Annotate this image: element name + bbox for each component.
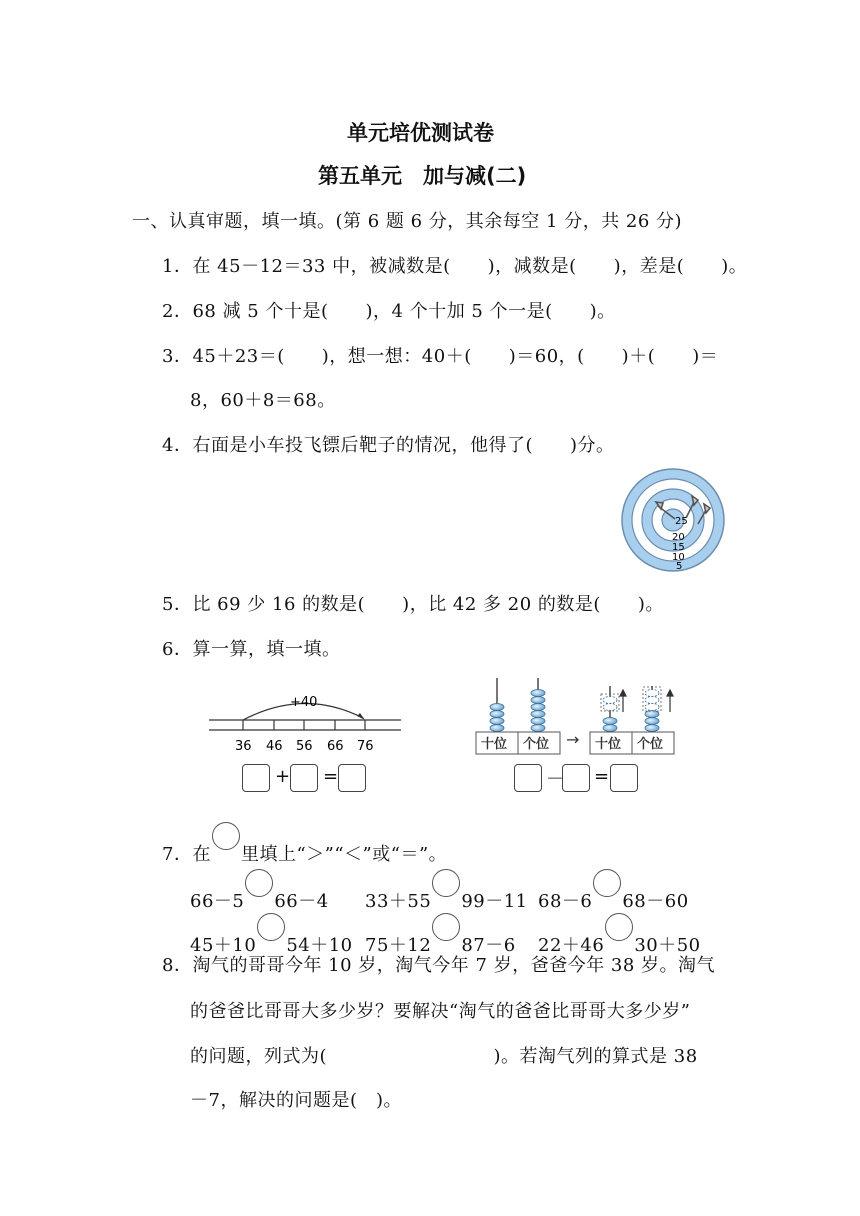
compare-item	[190, 869, 329, 913]
compare-left: 68－6	[538, 891, 593, 912]
question-8-line2: 的爸爸比哥哥大多少岁？要解决“淘气的爸爸比哥哥大多少岁”	[190, 1001, 691, 1022]
compare-right: 68－60	[622, 891, 689, 912]
question-7-suffix: 里填上“＞”“＜”或“＝”。	[240, 844, 448, 865]
question-2: 2．68 减 5 个十是( )，4 个十加 5 个一是( )。	[162, 301, 616, 322]
question-8-line3: 的问题，列式为( )。若淘气列的算式是 38	[190, 1046, 698, 1067]
ring-label-20: 20	[672, 532, 685, 543]
question-8-line1: 8．淘气的哥哥今年 10 岁，淘气今年 7 岁，爸爸今年 38 岁。淘气	[162, 955, 716, 976]
section-heading: 一、认真审题，填一填。(第 6 题 6 分，其余每空 1 分，共 26 分)	[132, 211, 683, 232]
jump-label: +40	[290, 695, 318, 710]
compare-circle-icon	[212, 822, 240, 850]
compare-circle[interactable]	[593, 869, 621, 897]
compare-item	[365, 869, 528, 913]
answer-box[interactable]	[514, 764, 542, 792]
place-label-tens: 十位	[481, 737, 508, 752]
question-7-prefix: 7．在	[162, 844, 211, 865]
ring-label-5: 5	[676, 561, 683, 572]
question-4: 4．右面是小车投飞镖后靶子的情况，他得了( )分。	[162, 435, 615, 456]
compare-item	[538, 869, 689, 913]
compare-right: 30＋50	[634, 935, 701, 956]
arrow-head-icon	[357, 713, 365, 720]
ring-label-25: 25	[675, 516, 688, 527]
abacus-figure	[470, 672, 680, 756]
question-7	[162, 822, 447, 866]
tick-76: 76	[357, 739, 374, 754]
answer-box[interactable]	[242, 764, 270, 792]
question-6: 6．算一算，填一填。	[162, 639, 341, 660]
compare-right: 66－4	[274, 891, 329, 912]
answer-box[interactable]	[290, 764, 318, 792]
question-8-line4: －7，解决的问题是( )。	[190, 1090, 402, 1111]
right-arrow-icon: →	[566, 730, 580, 749]
question-3-line1: 3．45＋23＝( )，想一想：40＋( )＝60，( )＋( )＝	[162, 346, 719, 367]
compare-circle[interactable]	[432, 869, 460, 897]
number-line	[205, 688, 405, 758]
unit-subtitle: 第五单元 加与减(二)	[318, 164, 527, 188]
plus-sign: +	[275, 766, 291, 787]
compare-circle[interactable]	[257, 913, 285, 941]
answer-box[interactable]	[338, 764, 366, 792]
place-label-ones: 个位	[523, 737, 550, 752]
compare-left: 45＋10	[190, 935, 257, 956]
compare-left: 75＋12	[365, 935, 432, 956]
question-1: 1．在 45－12＝33 中，被减数是( )，减数是( )，差是( )。	[162, 256, 748, 277]
place-label-tens: 十位	[595, 737, 622, 752]
compare-left: 22＋46	[538, 935, 605, 956]
answer-box[interactable]	[610, 764, 638, 792]
equals-sign: =	[323, 766, 339, 787]
answer-box[interactable]	[562, 764, 590, 792]
dartboard-target	[620, 466, 726, 574]
minus-sign: －	[546, 769, 564, 790]
compare-left: 66－5	[190, 891, 245, 912]
page-title: 单元培优测试卷	[347, 121, 494, 145]
compare-right: 87－6	[461, 935, 516, 956]
compare-right: 54＋10	[286, 935, 353, 956]
compare-circle[interactable]	[245, 869, 273, 897]
question-3-line2: 8，60＋8＝68。	[190, 390, 336, 411]
question-5: 5．比 69 少 16 的数是( )，比 42 多 20 的数是( )。	[162, 594, 664, 615]
tick-66: 66	[327, 739, 344, 754]
compare-left: 33＋55	[365, 891, 432, 912]
compare-circle[interactable]	[605, 913, 633, 941]
tick-46: 46	[266, 739, 283, 754]
tick-36: 36	[235, 739, 252, 754]
place-label-ones: 个位	[637, 737, 664, 752]
ring-label-10: 10	[672, 552, 685, 563]
compare-right: 99－11	[461, 891, 528, 912]
ring-label-15: 15	[672, 542, 685, 553]
equals-sign: =	[594, 766, 610, 787]
tick-56: 56	[296, 739, 313, 754]
compare-circle[interactable]	[432, 913, 460, 941]
